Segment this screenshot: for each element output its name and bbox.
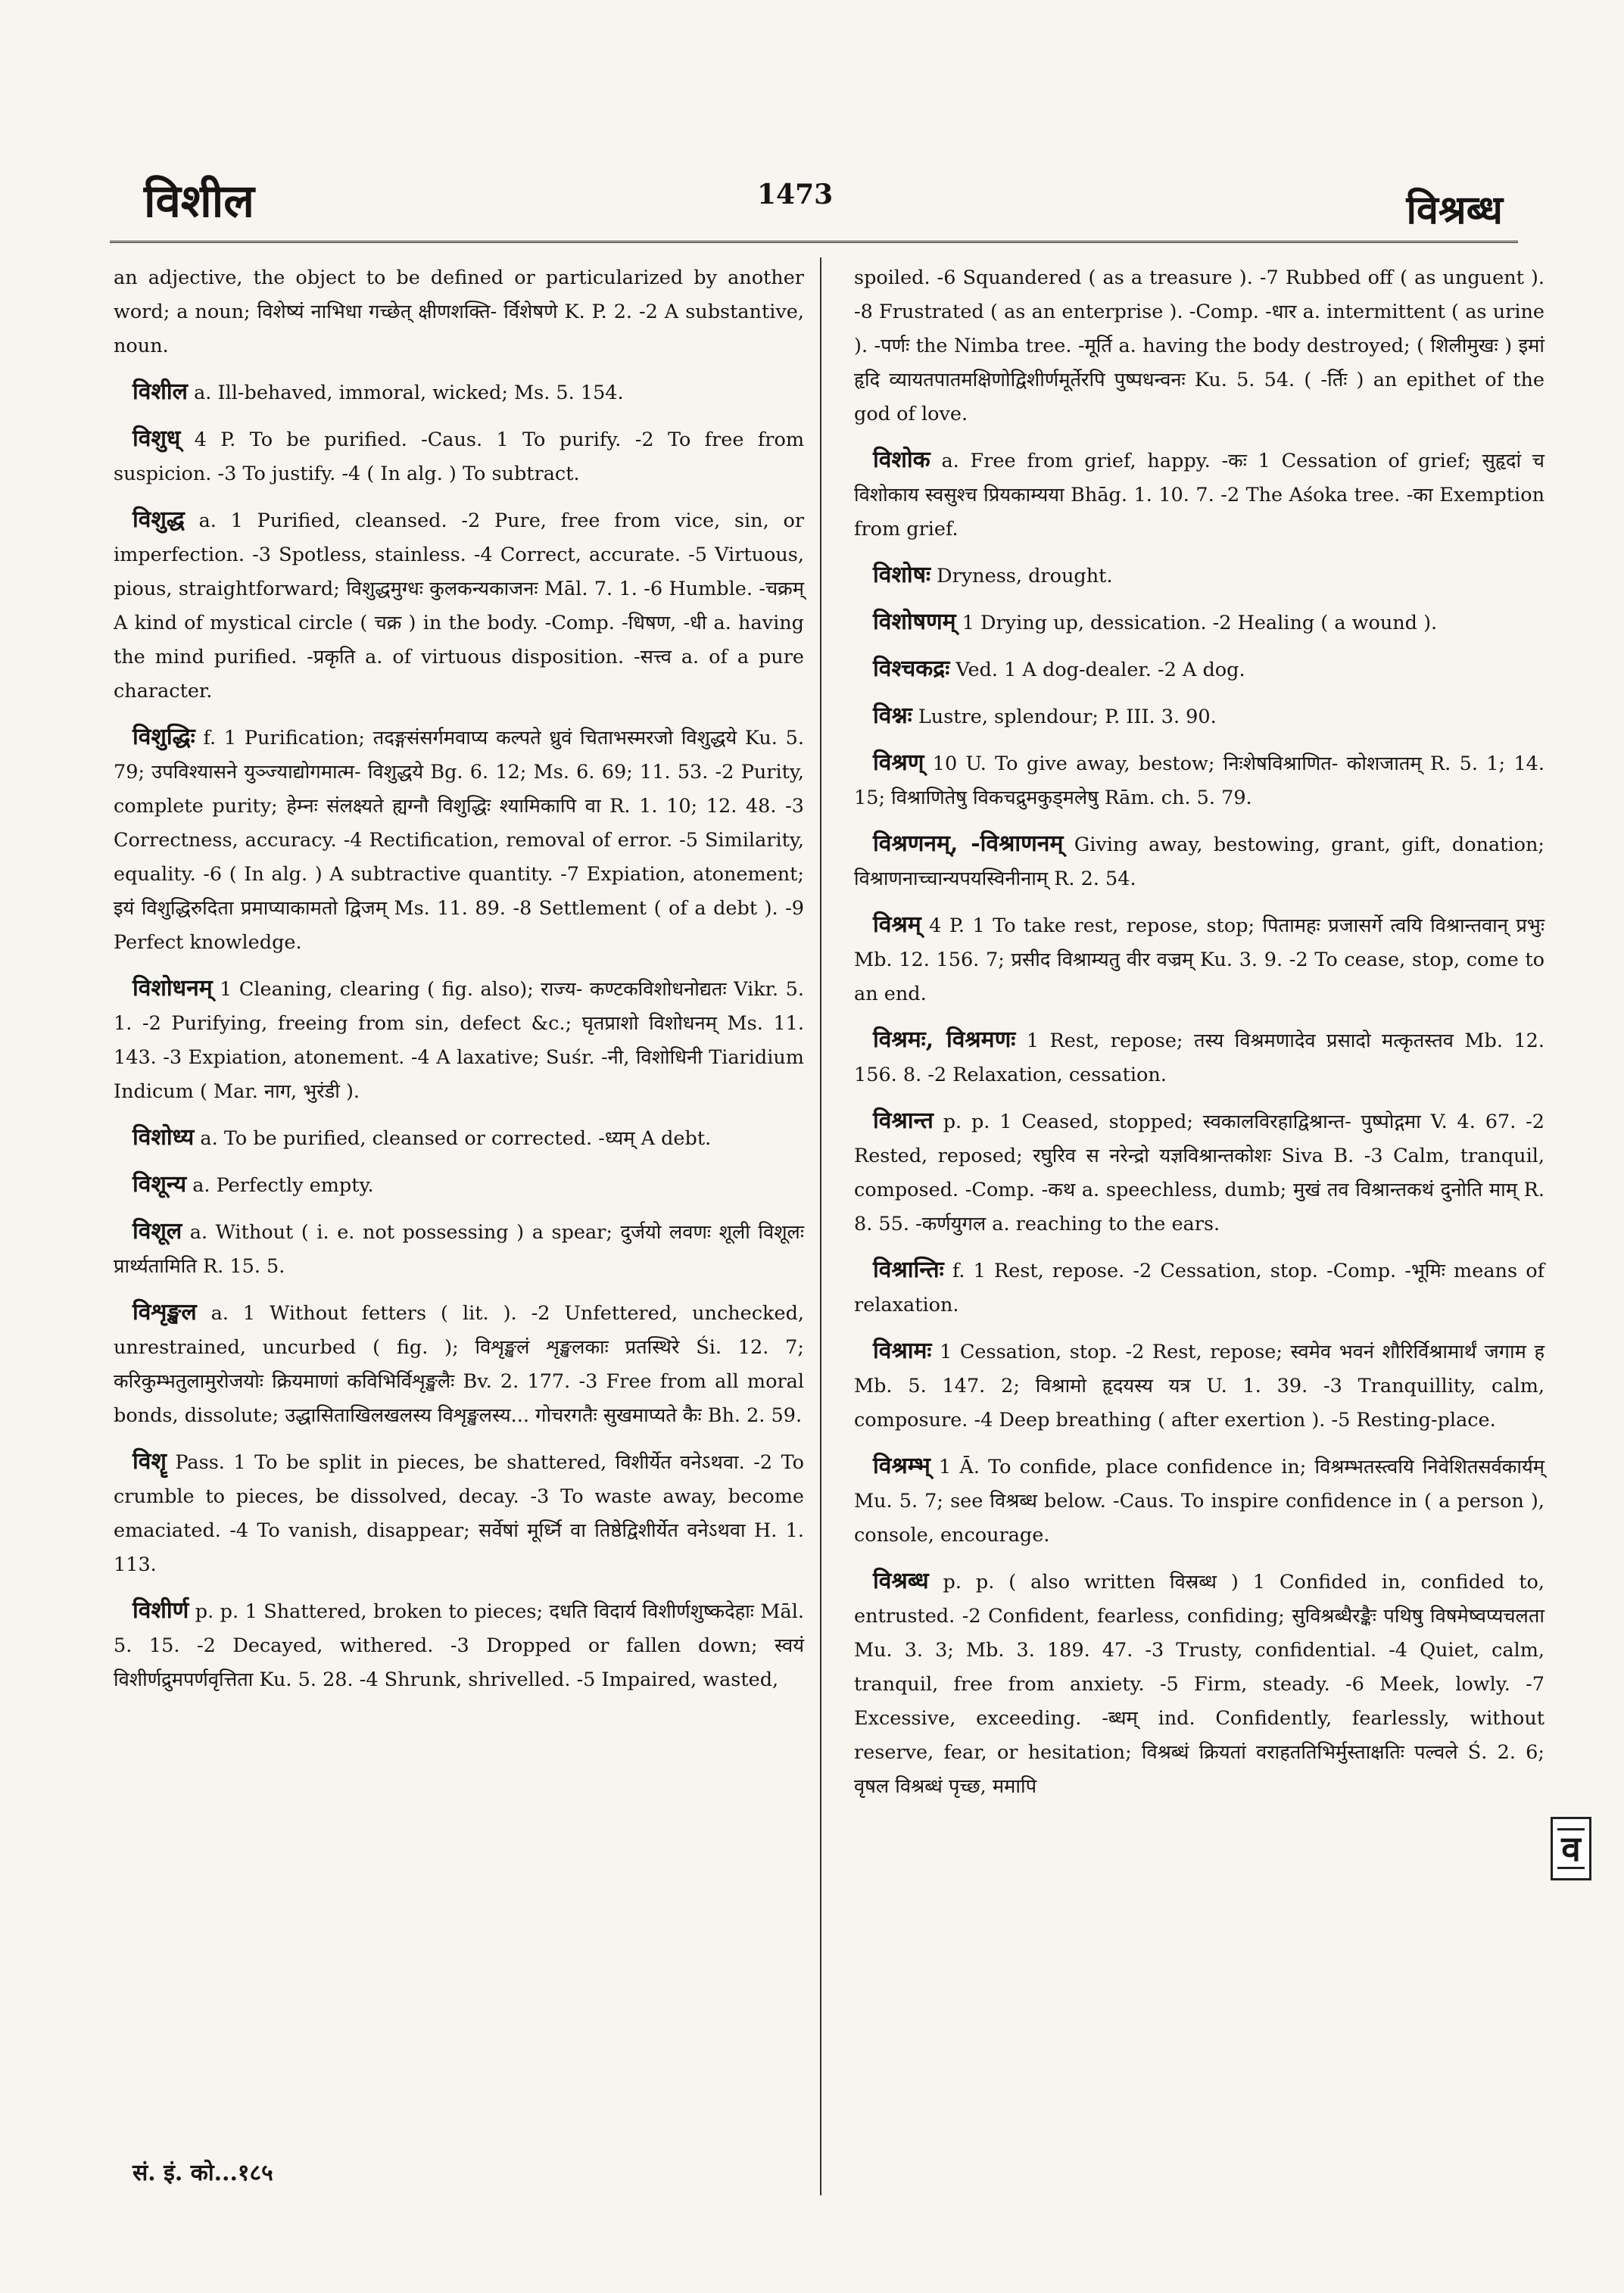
dictionary-entry	[854, 443, 1545, 547]
dictionary-entry	[114, 1214, 804, 1284]
headword: विश्रान्तिः	[873, 1257, 944, 1283]
entry-text: 1 Rest, repose; तस्य विश्रमणादेव प्रसादो मत्कृतस्तव Mb. 12. 156. 8. -2 Relaxation, cessation.	[854, 1030, 1545, 1086]
headword: विशीर्ण	[132, 1597, 189, 1624]
entry-text: 4 P. To be purified. -Caus. 1 To purify. -2 To free from suspicion. -3 To justify. -4 ( In alg. ) To subtract.	[114, 428, 804, 485]
dictionary-entry	[854, 1334, 1545, 1438]
column-divider	[820, 257, 821, 2195]
running-head-right: विश्रब्ध	[1406, 187, 1503, 233]
right-column	[854, 261, 1545, 1815]
entry-text: spoiled. -6 Squandered ( as a treasure ). -7 Rubbed off ( as unguent ). -8 Frustrated ( as an enterprise ). -Comp. -धार a. intermittent ( as urine ). -पर्णः the Nimba tree. -मूर्ति a. having the body destroyed; ( शिलीमुखः ) इमां हृदि व्यायतपातमक्षिणोद्विशीर्णमूर्तेरपि पुष्पधन्वनः Ku. 5. 54. ( -र्तिः ) an epithet of the god of love.	[854, 266, 1545, 425]
entry-text: Lustre, splendour; P. III. 3. 90.	[918, 706, 1217, 728]
entry-text: p. p. ( also written विस्रब्ध ) 1 Confided in, confided to, entrusted. -2 Confident, fearless, confiding; सुविश्रब्धैरङ्कैः पथिषु विषमेष्वप्यचलता Mu. 3. 3; Mb. 3. 189. 47. -3 Trusty, confidential. -4 Quiet, calm, tranquil, free from anxiety. -5 Firm, steady. -6 Meek, lowly. -7 Excessive, exceeding. -ब्धम् ind. Confidently, fearlessly, without reserve, fear, or hesitation; विश्रब्धं क्रियतां वराहततिभिर्मुस्ताक्षतिः पल्वले Ś. 2. 6; वृषल विश्रब्धं पृच्छ, ममापि	[854, 1571, 1545, 1798]
dictionary-entry	[854, 558, 1545, 594]
dictionary-entry	[114, 375, 804, 410]
dictionary-entry	[854, 699, 1545, 734]
dictionary-entry	[854, 827, 1545, 896]
thumb-index-tab: व	[1551, 1817, 1591, 1880]
entry-text: a. 1 Without fetters ( lit. ). -2 Unfettered, unchecked, unrestrained, uncurbed ( fig. ); विशृङ्खलं शृङ्खलकाः प्रतस्थिरे Śi. 12. 7; करिकुम्भतुलामुरोजयोः क्रियमाणां कविभिर्विशृङ्खलैः Bv. 2. 177. -3 Free from all moral bonds, dissolute; उद्धासिताखिलखलस्य विशृङ्खलस्य... गोचरगतैः सुखमाप्यते कैः Bh. 2. 59.	[114, 1302, 804, 1427]
entry-text: Pass. 1 To be split in pieces, be shattered, विशीर्येत वनेऽथवा. -2 To crumble to pieces, be dissolved, decay. -3 To waste away, become emaciated. -4 To vanish, disappear; सर्वेषां मूर्ध्नि वा तिष्ठेद्विशीर्येत वनेऽथवा H. 1. 113.	[114, 1451, 805, 1576]
headword: विशोषः	[873, 562, 931, 588]
entry-text: a. Free from grief, happy. -कः 1 Cessation of grief; सुहृदां च विशोकाय स्वसुश्च प्रियकाम्यया Bhāg. 1. 10. 7. -2 The Aśoka tree. -का Exemption from grief.	[854, 450, 1545, 541]
entry-text: a. Without ( i. e. not possessing ) a spear; दुर्जयो लवणः शूली विशूलः प्रार्थ्यतामिति R. 15. 5.	[114, 1221, 804, 1278]
entry-text: an adjective, the object to be defined or particularized by another word; a noun; विशेष्यं नाभिधा गच्छेत् क्षीणशक्ति- र्विशेषणे K. P. 2. -2 A substantive, noun.	[114, 266, 804, 357]
headword: विश्रामः	[873, 1338, 932, 1364]
entry-text: 1 Cessation, stop. -2 Rest, repose; स्वमेव भवनं शौरिर्विश्रामार्थं जगाम ह Mb. 5. 147. 2; विश्रामो हृदयस्य यत्र U. 1. 39. -3 Tranquillity, calm, composure. -4 Deep breathing ( after exertion ). -5 Resting-place.	[854, 1341, 1545, 1432]
dictionary-entry	[114, 1594, 804, 1697]
left-column	[114, 261, 804, 1709]
headword: विशून्य	[132, 1171, 187, 1198]
dictionary-entry	[854, 1564, 1545, 1804]
dictionary-entry	[114, 1167, 804, 1203]
dictionary-entry	[854, 908, 1545, 1011]
headword: विश्रम्	[873, 911, 921, 938]
entry-text: f. 1 Purification; तदङ्गसंसर्गमवाप्य कल्पते ध्रुवं चिताभस्मरजो विशुद्धये Ku. 5. 79; उपविश्यासने युञ्ज्याद्योगमात्म- विशुद्धये Bg. 6. 12; Ms. 6. 69; 11. 53. -2 Purity, complete purity; हेम्नः संलक्ष्यते ह्यग्नौ विशुद्धिः श्यामिकापि वा R. 1. 10; 12. 48. -3 Correctness, accuracy. -4 Rectification, removal of error. -5 Similarity, equality. -6 ( In alg. ) A subtractive quantity. -7 Expiation, atonement; इयं विशुद्धिरुदिता प्रमाप्याकामतो द्विजम् Ms. 11. 89. -8 Settlement ( of a debt ). -9 Perfect knowledge.	[114, 727, 804, 954]
dictionary-entry	[854, 1253, 1545, 1323]
dictionary-entry	[114, 971, 804, 1109]
headword: विश्रमः, विश्रमणः	[873, 1027, 1016, 1053]
headword: विश्रणनम्, -विश्राणनम्	[873, 830, 1064, 857]
running-head-left: विशील	[144, 175, 254, 228]
header-rule	[110, 241, 1518, 243]
headword: विशील	[132, 379, 188, 405]
dictionary-entry	[854, 1449, 1545, 1553]
headword: विश्रब्ध	[873, 1568, 929, 1594]
entry-text: Ved. 1 A dog-dealer. -2 A dog.	[955, 659, 1245, 681]
headword: विशोषणम्	[873, 609, 956, 635]
headword: विश्रण्	[873, 749, 924, 776]
headword: विशोक	[873, 447, 930, 473]
dictionary-entry	[114, 1444, 804, 1582]
headword: विशॄ	[132, 1448, 167, 1475]
dictionary-entry	[854, 605, 1545, 640]
headword: विशृङ्खल	[132, 1299, 197, 1326]
entry-text: f. 1 Rest, repose. -2 Cessation, stop. -Comp. -भूमिः means of relaxation.	[854, 1260, 1545, 1316]
headword: विशूल	[132, 1218, 182, 1245]
page-number: 1473	[757, 179, 834, 210]
dictionary-entry	[114, 261, 804, 363]
headword: विश्रम्भ्	[873, 1453, 930, 1479]
dictionary-entry	[114, 422, 804, 491]
entry-text: Giving away, bestowing, grant, gift, donation; विश्राणनाच्चान्यपयस्विनीनाम् R. 2. 54.	[854, 833, 1545, 890]
headword: विशोध्य	[132, 1124, 195, 1151]
entry-text: a. To be purified, cleansed or corrected. -ध्यम् A debt.	[200, 1127, 712, 1150]
headword: विशुद्ध	[132, 506, 185, 533]
dictionary-entry	[854, 652, 1545, 687]
entry-text: 4 P. 1 To take rest, repose, stop; पितामहः प्रजासर्गे त्वयि विश्रान्तवान् प्रभुः Mb. 12. 156. 7; प्रसीद विश्राम्यतु वीर वज्रम् Ku. 3. 9. -2 To cease, stop, come to an end.	[854, 914, 1545, 1005]
entry-text: p. p. 1 Shattered, broken to pieces; दधति विदार्य विशीर्णशुष्कदेहाः Māl. 5. 15. -2 Decayed, withered. -3 Dropped or fallen down; स्वयं विशीर्णद्रुमपर्णवृत्तिता Ku. 5. 28. -4 Shrunk, shrivelled. -5 Impaired, wasted,	[114, 1600, 804, 1691]
entry-text: p. p. 1 Ceased, stopped; स्वकालविरहाद्विश्रान्त- पुष्पोद्गमा V. 4. 67. -2 Rested, reposed; रघुरिव स नरेन्द्रो यज्ञविश्रान्तकोशः Siva B. -3 Calm, tranquil, composed. -Comp. -कथ a. speechless, dumb; मुखं तव विश्रान्तकथं दुनोति माम् R. 8. 55. -कर्णयुगल a. reaching to the ears.	[854, 1111, 1545, 1235]
entry-text: 1 Ā. To confide, place confidence in; विश्रम्भतस्त्वयि निवेशितसर्वकार्यम् Mu. 5. 7; see विश्रब्ध below. -Caus. To inspire confidence in ( a person ), console, encourage.	[854, 1456, 1545, 1547]
entry-text: Dryness, drought.	[937, 565, 1113, 587]
headword: विशोधनम्	[132, 975, 213, 1002]
entry-text: 1 Drying up, dessication. -2 Healing ( a wound ).	[962, 612, 1438, 634]
dictionary-entry	[114, 1120, 804, 1156]
footer-signature: सं. इं. को...१८५	[132, 2160, 273, 2186]
dictionary-entry	[114, 503, 804, 709]
dictionary-entry	[854, 1023, 1545, 1092]
entry-text: 10 U. To give away, bestow; निःशेषविश्राणित- कोशजातम् R. 5. 1; 14. 15; विश्राणितेषु विकचद्रुमकुड्मलेषु Rām. ch. 5. 79.	[854, 752, 1545, 809]
entry-text: 1 Cleaning, clearing ( fig. also); राज्य- कण्टकविशोधनोद्यतः Vikr. 5. 1. -2 Purifying, freeing from sin, defect &c.; घृतप्राशो विशोधनम् Ms. 11. 143. -3 Expiation, atonement. -4 A laxative; Suśr. -नी, विशोधिनी Tiaridium Indicum ( Mar. नाग, भुरंडी ).	[114, 978, 804, 1103]
dictionary-entry	[854, 1104, 1545, 1242]
headword: विश्नः	[873, 703, 912, 729]
dictionary-entry	[114, 720, 804, 960]
entry-text: a. Perfectly empty.	[192, 1174, 374, 1197]
dictionary-entry	[854, 261, 1545, 431]
dictionary-entry	[114, 1295, 804, 1433]
headword: विशुध्	[132, 425, 181, 452]
headword: विश्रान्त	[873, 1108, 934, 1134]
entry-text: a. 1 Purified, cleansed. -2 Pure, free from vice, sin, or imperfection. -3 Spotless, stainless. -4 Correct, accurate. -5 Virtuous, pious, straightforward; विशुद्धमुग्धः कुलकन्यकाजनः Māl. 7. 1. -6 Humble. -चक्रम् A kind of mystical circle ( चक्र ) in the body. -Comp. -धिषण, -धी a. having the mind purified. -प्रकृति a. of virtuous disposition. -सत्त्व a. of a pure character.	[114, 509, 805, 703]
headword: विश्चकद्रः	[873, 656, 950, 682]
entry-text: a. Ill-behaved, immoral, wicked; Ms. 5. 154.	[194, 382, 624, 404]
dictionary-entry	[854, 746, 1545, 815]
headword: विशुद्धिः	[132, 724, 195, 750]
